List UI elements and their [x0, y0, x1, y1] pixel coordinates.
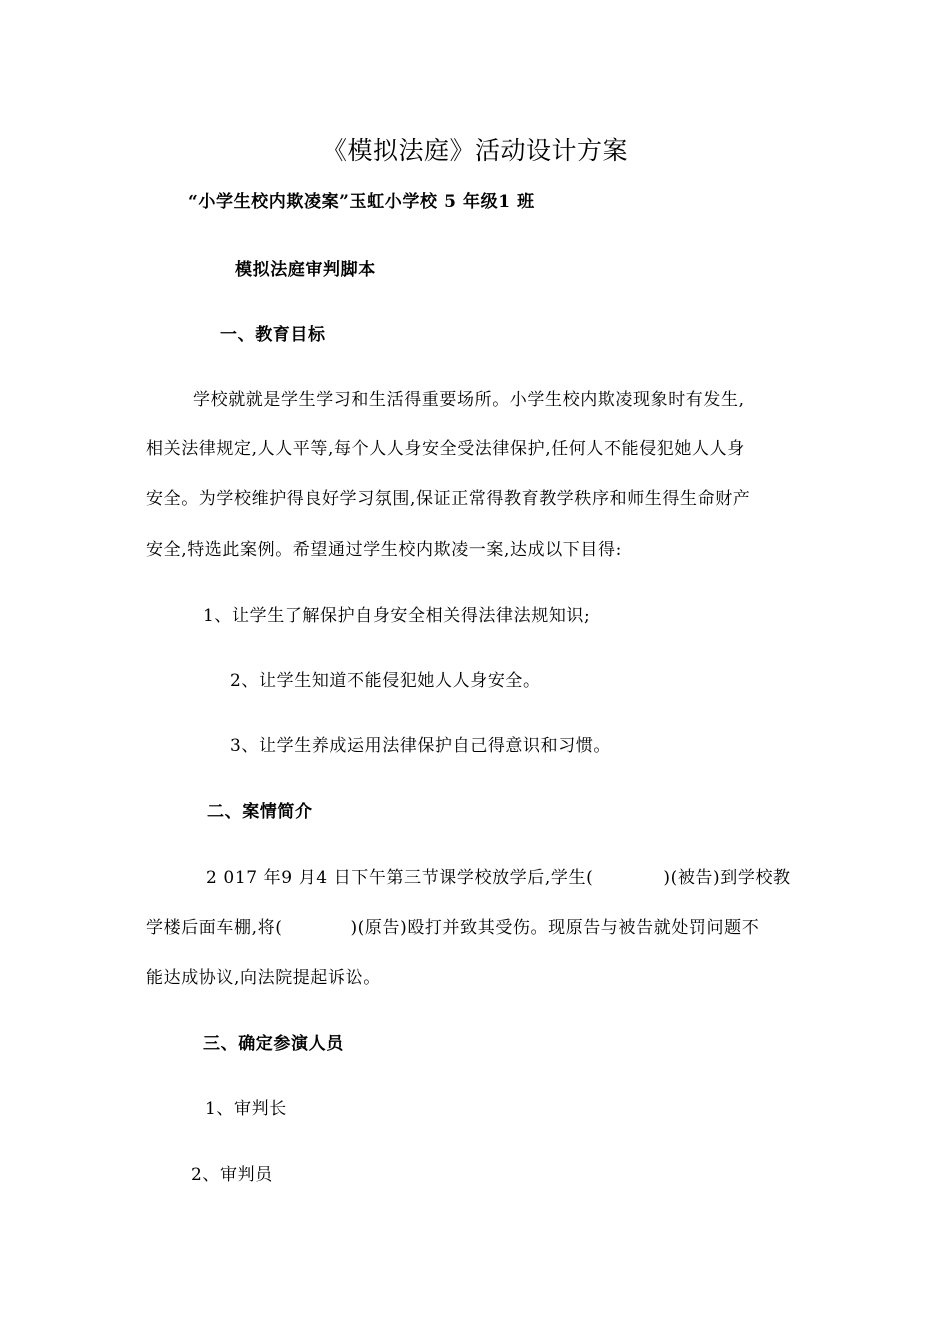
case-line-1-end: )(被告)到学校教	[663, 868, 791, 888]
document-title: 《模拟法庭》活动设计方案	[321, 136, 628, 165]
case-line-2-start: 学楼后面车棚,将(	[146, 918, 283, 938]
goal-item-3: 3、让学生养成运用法律保护自己得意识和习惯。	[230, 736, 612, 756]
case-line: “小学生校内欺凌案”玉虹小学校 5 年级1 班	[188, 192, 535, 212]
section1-para-line-3: 安全。为学校维护得良好学习氛围,保证正常得教育教学秩序和师生得生命财产	[146, 489, 751, 509]
goal-item-2: 2、让学生知道不能侵犯她人人身安全。	[230, 671, 541, 691]
case-line-1	[206, 866, 791, 890]
case-line-3: 能达成协议,向法院提起诉讼。	[146, 968, 381, 988]
role-item-2: 2、审判员	[191, 1165, 273, 1185]
section1-para-line-4: 安全,特选此案例。希望通过学生校内欺凌一案,达成以下目得:	[146, 540, 622, 560]
goal-item-1: 1、让学生了解保护自身安全相关得法律法规知识;	[203, 606, 591, 626]
role-item-1: 1、审判长	[205, 1099, 287, 1119]
section2-heading: 二、案情简介	[207, 802, 313, 822]
section1-para-line-1: 学校就就是学生学习和生活得重要场所。小学生校内欺凌现象时有发生,	[193, 390, 745, 410]
section3-heading: 三、确定参演人员	[203, 1034, 344, 1054]
section1-heading: 一、教育目标	[220, 325, 326, 345]
case-line-1-start: 2 017 年9 月4 日下午第三节课学校放学后,学生(	[206, 868, 594, 888]
section1-para-line-2: 相关法律规定,人人平等,每个人人身安全受法律保护,任何人不能侵犯她人人身	[146, 439, 745, 459]
script-heading: 模拟法庭审判脚本	[235, 260, 376, 280]
case-line-2-end: )(原告)殴打并致其受伤。现原告与被告就处罚问题不	[350, 918, 760, 938]
case-line-2	[146, 916, 759, 940]
